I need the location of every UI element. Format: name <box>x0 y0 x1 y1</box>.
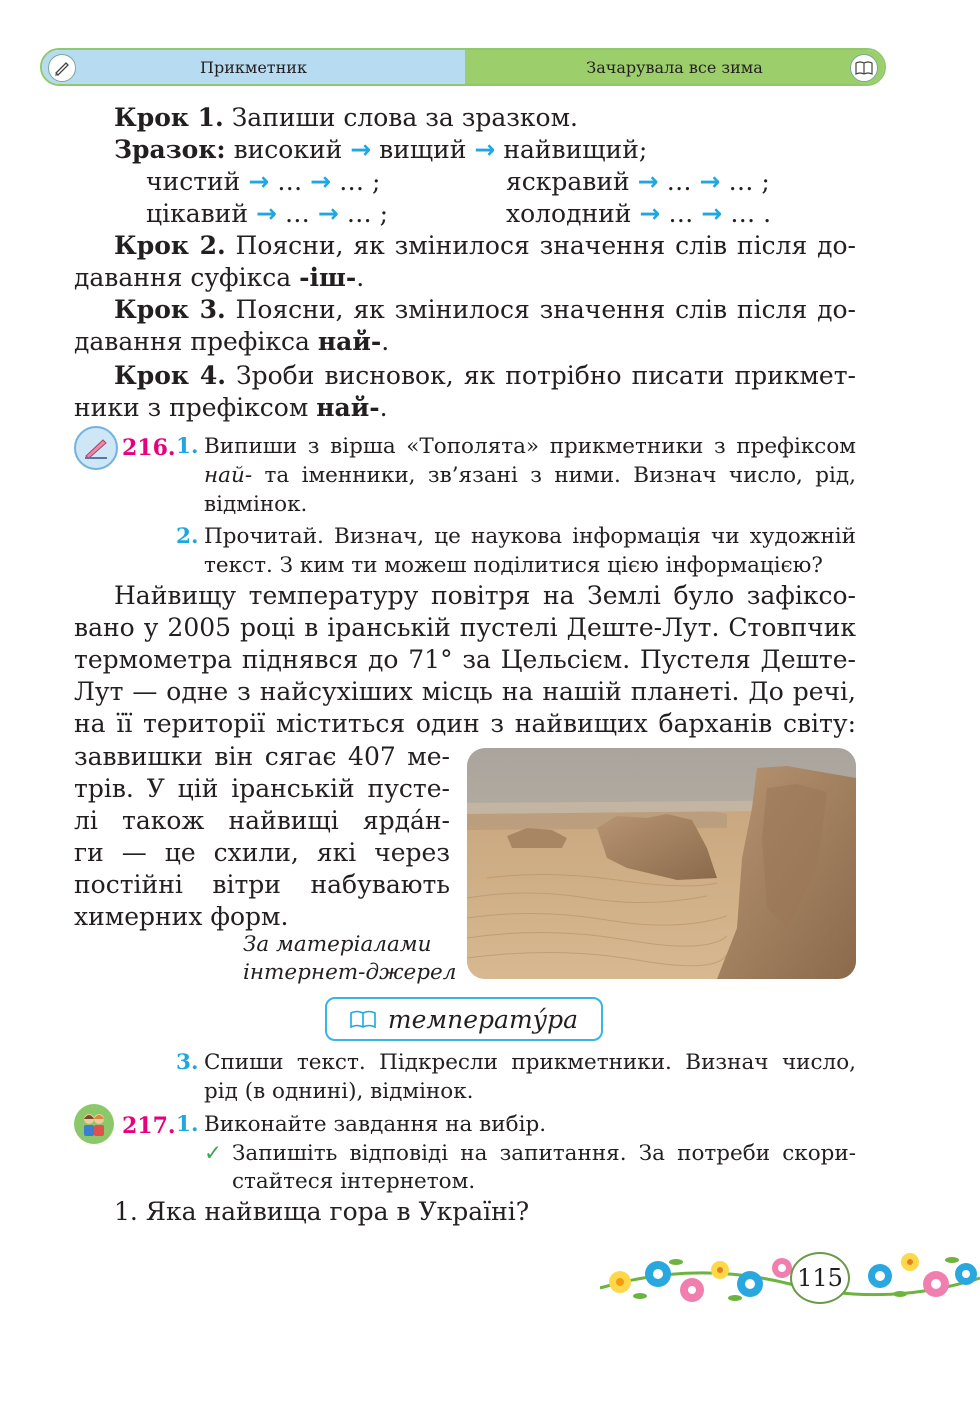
task3-num: 3. <box>176 1050 199 1075</box>
source-line-1: За матеріалами <box>243 932 432 957</box>
exercise-row-1b: яскравий → … → … ; <box>506 167 770 196</box>
arrow-icon: → <box>699 167 721 196</box>
ex217-question-1: 1. Яка найвища гора в Україні? <box>114 1197 530 1226</box>
arrow-icon: → <box>317 199 339 228</box>
step4-line2: ники з префіксом най-. <box>74 393 388 422</box>
arrow-icon: → <box>350 135 372 164</box>
vocabulary-word: температу́ра <box>387 1004 579 1034</box>
arrow-icon: → <box>248 167 270 196</box>
arrow-icon: → <box>639 199 661 228</box>
step2-line1: Крок 2. Поясни, як змінилося значення слів після до- <box>114 231 856 260</box>
ex216-t1-num: 1. <box>176 434 199 459</box>
writing-hand-icon <box>74 426 118 470</box>
arrow-icon: → <box>637 167 659 196</box>
book-icon <box>350 1010 376 1028</box>
page-number: 115 <box>790 1252 850 1304</box>
vocabulary-box <box>325 997 603 1041</box>
header-right <box>465 50 884 84</box>
arrow-icon: → <box>255 199 277 228</box>
ex217-check-line1: Запишіть відповіді на запитання. За потреби скори- <box>232 1141 856 1166</box>
text-line-10: постійні вітри набувають <box>74 870 450 899</box>
text-line-4: Лут — одне з найсухіших місць на нашій планеті. До речі, <box>74 677 856 706</box>
text-line-5: на її території міститься один з найвищих барханів світу: <box>74 709 856 738</box>
desert-photo <box>467 748 856 979</box>
ex216-t2-line1: Прочитай. Визнач, це наукова інформація чи художній <box>204 524 856 549</box>
text-line-2: вано у 2005 році в іранській пустелі Деште-Лут. Стовпчик <box>74 613 856 642</box>
header-left <box>42 50 465 84</box>
book-icon <box>850 54 878 82</box>
task3-line2: рід (в однині), відмінок. <box>204 1079 474 1104</box>
step4-line1: Крок 4. Зроби висновок, як потрібно писати прикмет- <box>114 361 856 390</box>
source-line-2: інтернет-джерел <box>243 960 457 985</box>
ex216-t2-line2: текст. З ким ти можеш поділитися цією інформацією? <box>204 553 823 578</box>
step3-line1: Крок 3. Поясни, як змінилося значення слів після до- <box>114 295 856 324</box>
text-line-8: лі також найвищі ярда́н- <box>74 806 450 835</box>
text-line-9: ги — це схили, які через <box>74 838 450 867</box>
header-left-title: Прикметник <box>200 57 307 77</box>
ex217-t1-num: 1. <box>176 1112 199 1137</box>
text-line-11: химерних форм. <box>74 902 289 931</box>
ex216-t1-line3: відмінок. <box>204 492 308 517</box>
ex217-number: 217. <box>122 1113 176 1139</box>
children-icon <box>74 1104 114 1144</box>
sample-line: Зразок: високий → вищий → найвищий; <box>114 135 648 164</box>
arrow-icon: → <box>310 167 332 196</box>
ex217-check-line2: стайтеся інтернетом. <box>232 1169 476 1194</box>
pen-icon <box>48 54 76 82</box>
ex216-t2-num: 2. <box>176 524 199 549</box>
step2-line2: давання суфікса -іш-. <box>74 263 365 292</box>
header-right-title: Зачарувала все зима <box>586 57 763 77</box>
arrow-icon: → <box>701 199 723 228</box>
ex216-number: 216. <box>122 435 176 461</box>
exercise-row-2a: цікавий → … → … ; <box>146 199 389 228</box>
ex216-t1-line1: Випиши з вірша «Тополята» прикметники з префіксом <box>204 434 856 459</box>
text-line-1: Найвищу температуру повітря на Землі було зафіксо- <box>114 581 856 610</box>
check-icon: ✓ <box>204 1141 223 1166</box>
text-line-6: заввишки він сягає 407 ме- <box>74 742 450 771</box>
exercise-row-1a: чистий → … → … ; <box>146 167 381 196</box>
task3-line1: Спиши текст. Підкресли прикметники. Визнач число, <box>204 1050 856 1075</box>
exercise-row-2b: холодний → … → … . <box>506 199 772 228</box>
arrow-icon: → <box>474 135 496 164</box>
page-header <box>40 48 886 86</box>
step1: Крок 1. Запиши слова за зразком. <box>114 103 578 132</box>
text-line-3: термометра піднявся до 71° за Цельсієм. Пустеля Деште- <box>74 645 856 674</box>
step3-line2: давання префікса най-. <box>74 327 390 356</box>
ex216-t1-line2: най- та іменники, зв’язані з ними. Визнач число, рід, <box>204 463 856 488</box>
ex217-t1-text: Виконайте завдання на вибір. <box>204 1112 547 1137</box>
text-line-7: трів. У цій іранській пусте- <box>74 774 450 803</box>
